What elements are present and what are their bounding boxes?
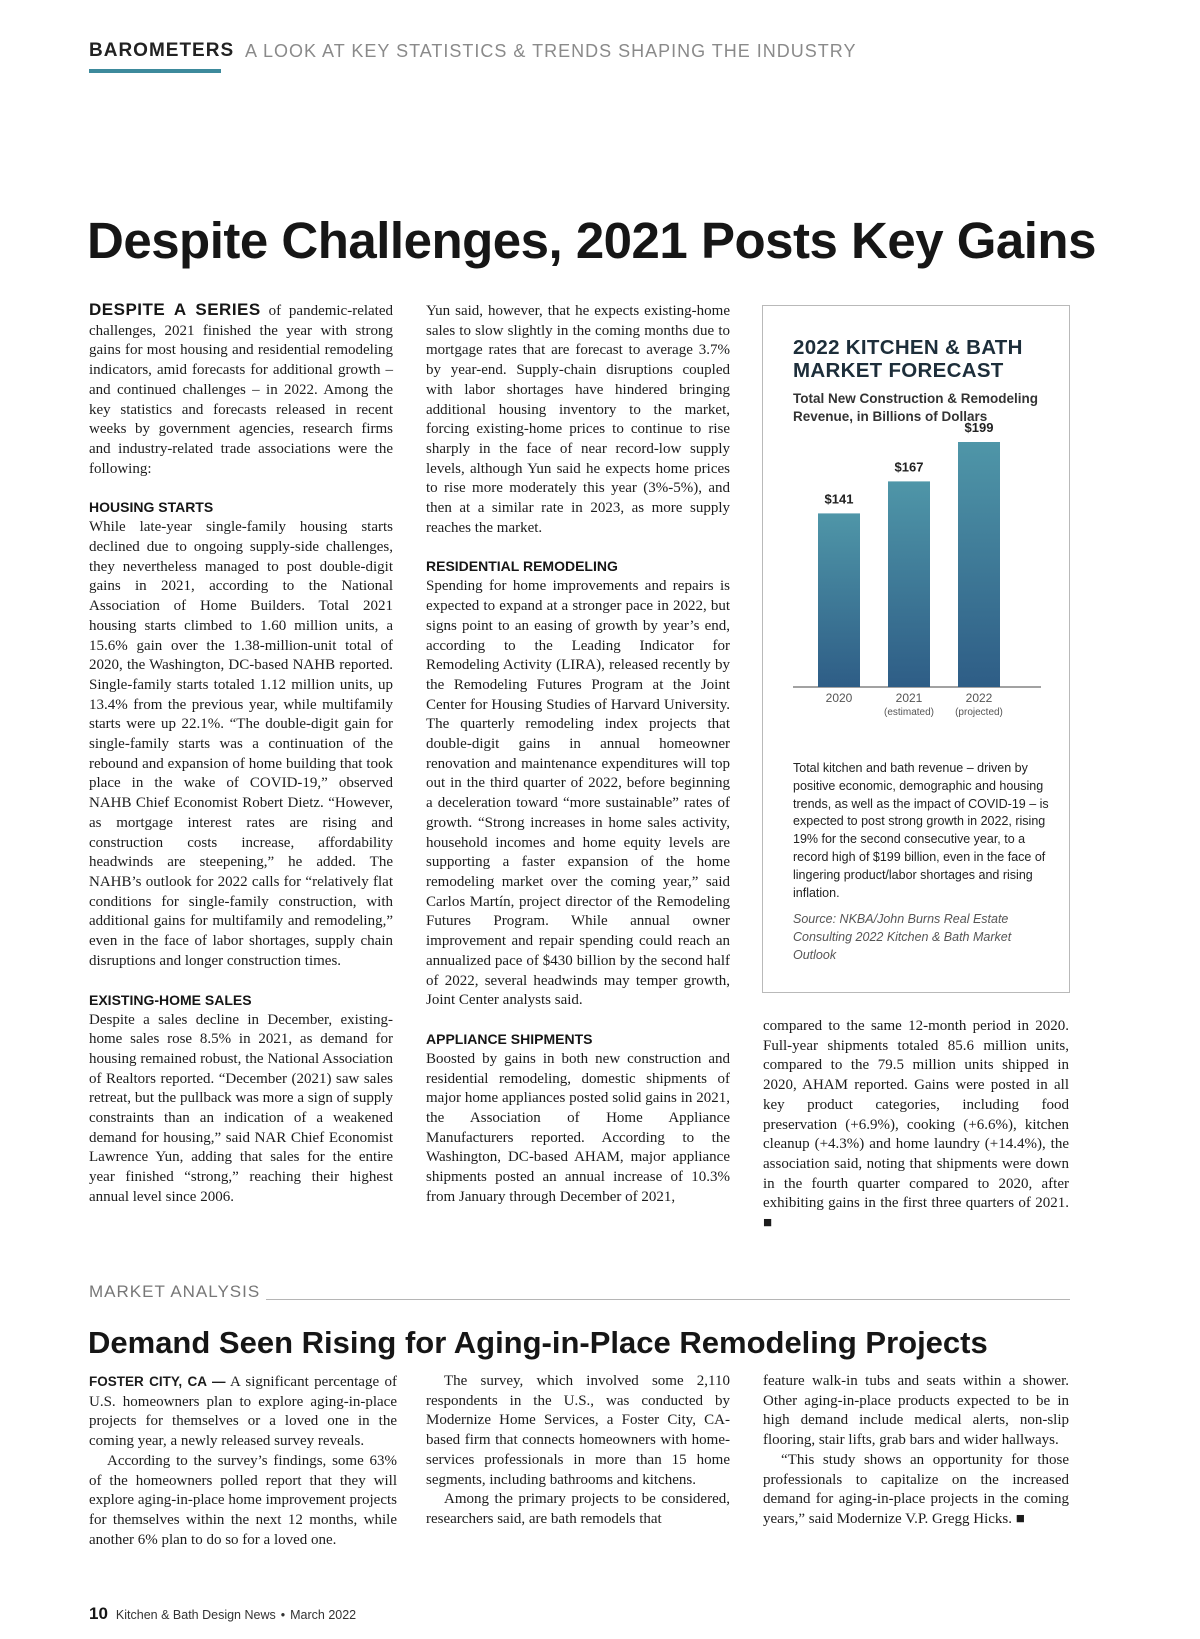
category-note-2021: (estimated) (883, 707, 935, 718)
section-heading-appliance-shipments: APPLIANCE SHIPMENTS (426, 1030, 593, 1047)
value-label-2020: $141 (824, 491, 854, 507)
lead-in: DESPITE A SERIES (89, 300, 261, 319)
revenue-bar-chart (789, 420, 1045, 741)
value-label-2022: $199 (964, 420, 994, 435)
category-label-2020: 2020 (825, 691, 853, 705)
section-tagline: A LOOK AT KEY STATISTICS & TRENDS SHAPING THE INDUSTRY (245, 41, 857, 61)
sidebar-title: 2022 KITCHEN & BATH MARKET FORECAST (793, 336, 1023, 382)
section-label: BAROMETERS (89, 40, 235, 61)
section-rule (260, 1299, 1070, 1300)
article2-paragraph (89, 1372, 397, 1452)
market-analysis-label: MARKET ANALYSIS (89, 1282, 266, 1302)
article2-column-1 (89, 1372, 397, 1550)
article2-paragraph-text: A significant percentage of U.S. homeowners plan to explore aging-in-place projects for themselves or a loved one in the coming year, a newly released survey reveals. (89, 1374, 397, 1450)
intro-paragraph (89, 300, 393, 479)
article2-column-2 (426, 1372, 730, 1530)
bar-2022 (958, 442, 1000, 687)
article2-paragraph: feature walk-in tubs and seats within a shower. Other aging-in-place products expected to be in high demand include medical alerts, non-slip flooring, stair lifts, grab bars and wider hallways. (763, 1373, 1069, 1449)
dateline: FOSTER CITY, CA — (89, 1374, 226, 1389)
article-column-1 (89, 300, 393, 1208)
intro-text: of pandemic-related challenges, 2021 finished the year with strong gains for most housing and residential remodeling indicators, amid forecasts for additional growth – and continued challenges – in 2022. Among the key statistics and forecasts released in recent weeks by government agencies, research firms and industry-related trade associations were the following: (89, 303, 394, 477)
issue-date: March 2022 (290, 1608, 357, 1622)
footer-separator: • (280, 1608, 286, 1622)
article2-paragraph: The survey, which involved some 2,110 respondents in the U.S., was conducted by Modernize Home Services, a Foster City, CA-based firm that connects homeowners with home-services professionals in more than 15 home segments, including bathrooms and kitchens. (426, 1373, 730, 1488)
bar-2021 (888, 481, 930, 687)
category-note-2022: (projected) (955, 707, 1003, 718)
article-column-3 (763, 1017, 1069, 1234)
category-label-2022: 2022 (965, 691, 993, 705)
section-body-residential-remodeling: Spending for home improvements and repairs is expected to expand at a stronger pace in 2022, but signs point to an easing of growth by year’s end, according to the Leading Indicator for Remodeling Activity (LIRA), released recently by the Remodeling Futures Program at the Joint Center for Housing Studies of Harvard University. The quarterly remodeling index projects that double-digit gains in annual homeowner renovation and maintenance expenditures will top out in the third quarter of 2022, before beginning a deceleration toward “more sustainable” rates of growth. “Strong increases in home sales activity, household incomes and home equity levels are supporting a faster expansion of the home remodeling market over the coming year,” said Carlos Martín, project director of the Remodeling Futures Program. While annual owner improvement and repair spending could reach an annualized pace of $430 billion by the second half of 2022, several headwinds may temper growth, Joint Center analysts said. (426, 578, 730, 1009)
article2-paragraph: According to the survey’s findings, some 63% of the homeowners polled report that they will explore aging-in-place home improvement projects for themselves within the next 12 months, while another 6% plan to do so for a loved one. (89, 1452, 397, 1548)
page-header (89, 40, 1089, 76)
value-label-2021: $167 (894, 459, 924, 475)
section-heading-residential-remodeling: RESIDENTIAL REMODELING (426, 558, 618, 575)
section-body-appliance-shipments: Boosted by gains in both new construction and residential remodeling, domestic shipments of major home appliances posted solid gains in 2021, the Association of Home Appliance Manufacturers reported. According to the Washington, DC-based AHAM, major appliance shipments posted an annual increase of 10.3% from January through December of 2021, (426, 1050, 730, 1205)
section-heading-existing-home-sales: EXISTING-HOME SALES (89, 991, 252, 1008)
sidebar-source: Source: NKBA/John Burns Real Estate Consulting 2022 Kitchen & Bath Market Outlook (793, 912, 1012, 962)
article-column-2 (426, 302, 730, 1208)
forecast-sidebar (762, 305, 1070, 993)
bar-2020 (818, 513, 860, 687)
section-body-existing-home-sales-cont: Yun said, however, that he expects existing-home sales to slow slightly in the coming months due to mortgage rates that are forecast to average 3.7% by year-end. Supply-chain disruptions coupled with labor shortages have hindered bringing additional housing inventory to the market, forcing existing-home prices to continue to rise sharply in the face of near record-low supply levels, although Yun said he expects home prices to rise more moderately this year (3%-5%), and then at a similar rate in 2023, as more supply reaches the market. (426, 303, 730, 536)
article-headline: Despite Challenges, 2021 Posts Key Gains (87, 212, 1096, 269)
section-label-underline (89, 69, 221, 73)
section-body-housing-starts: While late-year single-family housing starts declined due to ongoing supply-side challenges, they nevertheless managed to post double-digit gains in 2021, according to the National Association of Home Builders. Total 2021 housing starts climbed to 1.60 million units, a 15.6% gain over the 1.38-million-unit total of 2020, the Washington, DC-based NAHB reported. Single-family starts totaled 1.12 million units, up 13.4% from the previous year, while multifamily starts were up 22.1%. “The double-digit gain for single-family starts was a continuation of the rebound and expansion of home building that took place in the wake of COVID-19,” observed NAHB Chief Economist Robert Dietz. “However, as mortgage interest rates are rising and construction costs increase, affordability headwinds are steepening,” he added. The NAHB’s outlook for 2022 calls for “relatively flat conditions for single-family construction, with additional gains for multifamily and remodeling,” even in the face of labor shortages, supply chain disruptions and longer construction times. (89, 519, 393, 969)
page-footer (89, 1604, 356, 1624)
section-body-existing-home-sales: Despite a sales decline in December, existing-home sales rose 8.5% in 2021, as demand for housing remained robust, the National Association of Realtors reported. “December (2021) saw sales retreat, but the pullback was more a sign of supply constraints than an indication of a weakened demand for housing,” said NAR Chief Economist Lawrence Yun, adding that sales for the entire year finished “strong,” reaching their highest annual level since 2006. (89, 1011, 393, 1205)
section-heading-housing-starts: HOUSING STARTS (89, 499, 214, 516)
article2-column-3 (763, 1372, 1069, 1530)
section-body-appliance-shipments-cont: compared to the same 12-month period in 2020. Full-year shipments totaled 85.6 million units, compared to the 79.5 million units shipped in 2020, AHAM reported. Gains were posted in all key product categories, including food preservation (+6.9%), cooking (+6.6%), kitchen cleanup (+4.3%) and home laundry (+14.4%), the association said, noting that shipments were down in the fourth quarter compared to 2020, after exhibiting gains in the first three quarters of 2021. ■ (763, 1018, 1069, 1232)
sidebar-subtitle: Total New Construction & Remodeling Revenue, in Billions of Dollars (793, 391, 1039, 424)
article2-paragraph: Among the primary projects to be considered, researchers said, are bath remodels that (426, 1491, 730, 1527)
article2-headline: Demand Seen Rising for Aging-in-Place Remodeling Projects (88, 1325, 988, 1360)
page-number: 10 (89, 1604, 108, 1623)
article2-paragraph: “This study shows an opportunity for those professionals to capitalize on the increased demand for aging-in-place projects in the coming years,” said Modernize V.P. Gregg Hicks. ■ (763, 1451, 1069, 1527)
category-label-2021: 2021 (895, 691, 923, 705)
sidebar-description: Total kitchen and bath revenue – driven by positive economic, demographic and housing trends, as well as the impact of COVID-19 – is expected to post strong growth in 2022, rising 19% for the second consecutive year, to a record high of $199 billion, even in the face of lingering product/labor shortages and rising inflation. (793, 761, 1049, 900)
publication-name: Kitchen & Bath Design News (115, 1608, 276, 1622)
